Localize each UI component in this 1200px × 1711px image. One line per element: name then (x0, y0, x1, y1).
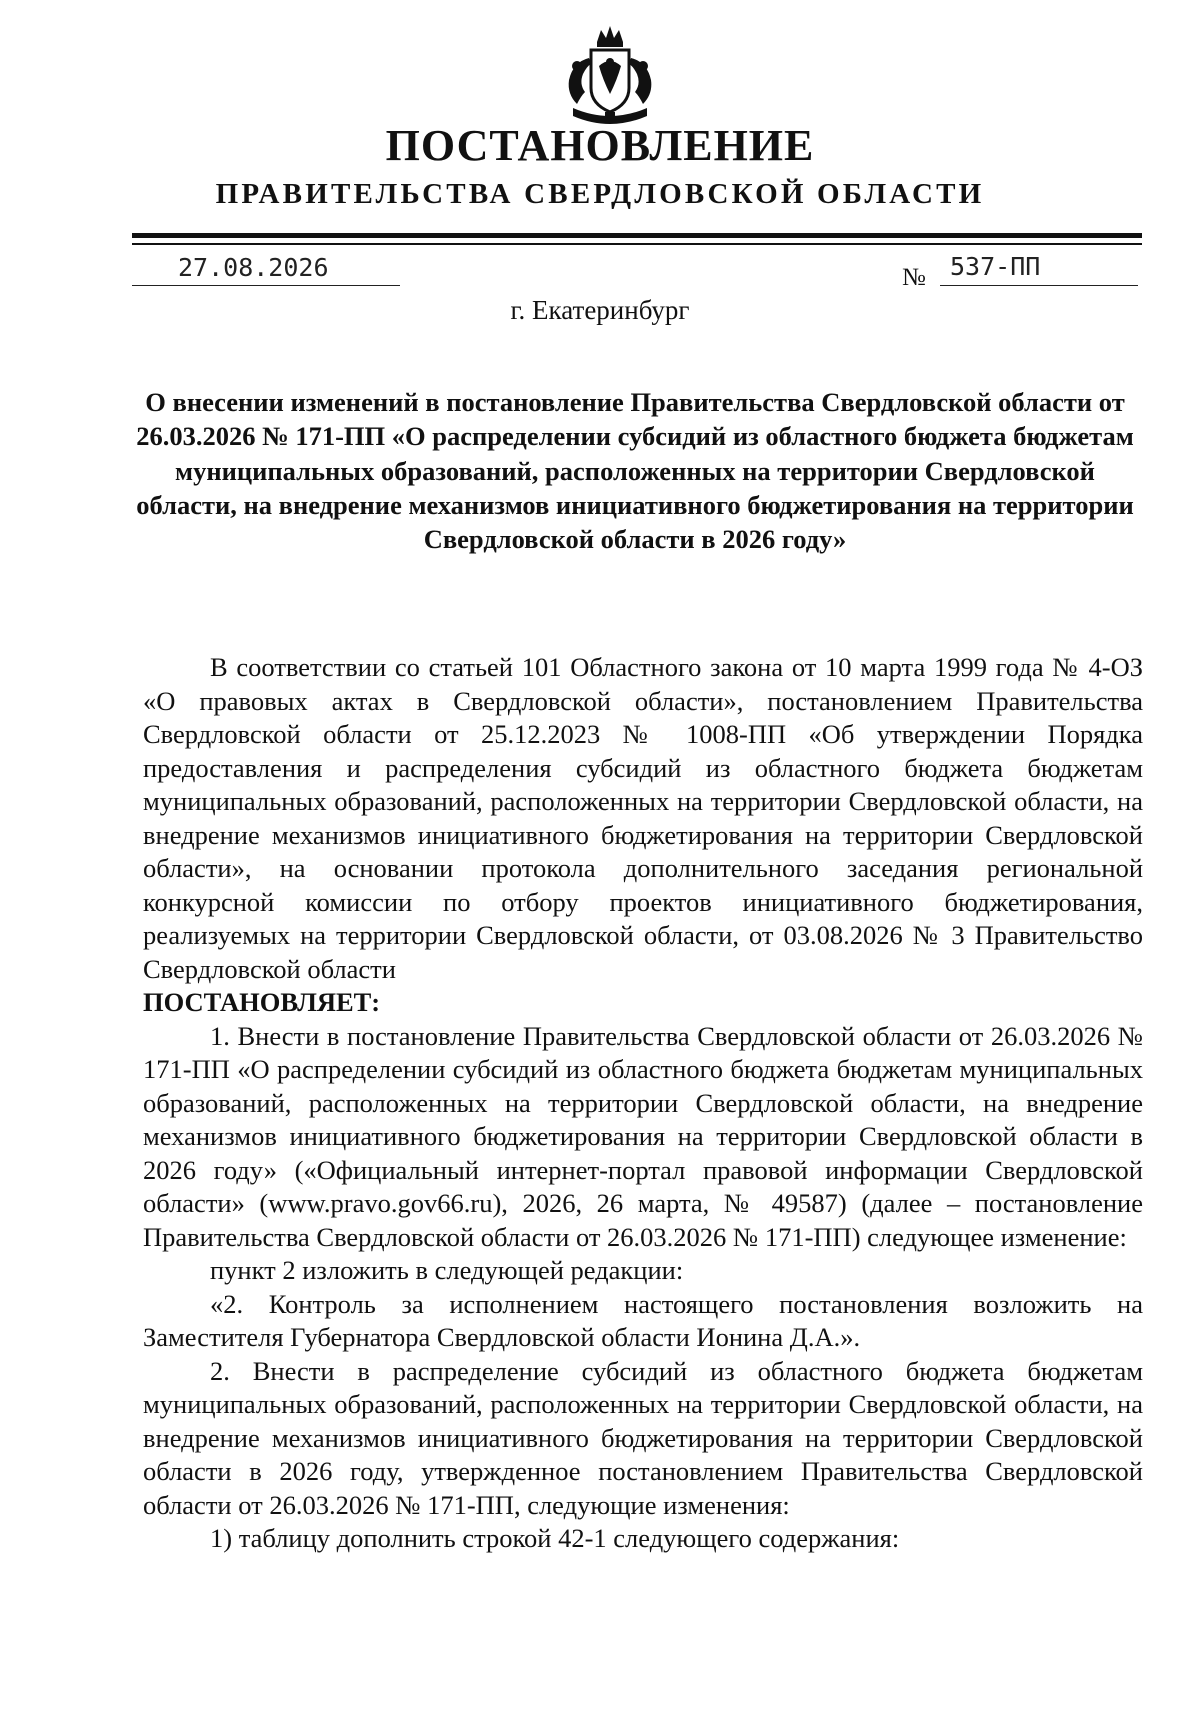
clause-1-subpoint: пункт 2 изложить в следующей редакции: (210, 1255, 684, 1285)
clause-2: 2. Внести в распределение субсидий из областного бюджета бюджетам муниципальных образований, расположенных на территории Свердловской области, на внедрение механизмов инициативного бюджетирования на территории Свердловской области в 2026 году, утвержденное постановлением Правительства Свердловской области от 26.03.2026 № 171-ПП, следующие изменения: (143, 1355, 1143, 1520)
decrees-keyword: ПОСТАНОВЛЯЕТ: (143, 987, 381, 1017)
issuing-authority: ПРАВИТЕЛЬСТВА СВЕРДЛОВСКОЙ ОБЛАСТИ (215, 178, 985, 210)
number-sign: № (902, 264, 926, 291)
document-date: 27.08.2026 (178, 253, 329, 282)
header-rule-thin (132, 243, 1142, 245)
document-title: О внесении изменений в постановление Правительства Свердловской области от 26.03.2026 № 171-ПП «О распределении субсидий из областного бюджета бюджетам муниципальных образований, расположенных на территории Свердловской области, на внедрение механизмов инициативного бюджетирования на территории Свердловской области в 2026 году» (136, 387, 1134, 555)
clause-1-quote: «2. Контроль за исполнением настоящего постановления возложить на Заместителя Губернатора Свердловской области Ионина Д.А.». (143, 1288, 1143, 1352)
document-type: ПОСТАНОВЛЕНИЕ (385, 121, 815, 170)
clause-2-subpoint: 1) таблицу дополнить строкой 42-1 следующего содержания: (210, 1523, 900, 1553)
document-body (143, 651, 1143, 1556)
preamble-paragraph: В соответствии со статьей 101 Областного закона от 10 марта 1999 года № 4-ОЗ «О правовых актах в Свердловской области», постановлением Правительства Свердловской области от 25.12.2023 № 1008-ПП «Об утверждении Порядка предоставления и распределения субсидий из областного бюджета бюджетам муниципальных образований, расположенных на территории Свердловской области, на внедрение механизмов инициативного бюджетирования на территории Свердловской области», на основании протокола дополнительного заседания региональной конкурсной комиссии по отбору проектов инициативного бюджетирования, реализуемых на территории Свердловской области, от 03.08.2026 № 3 Правительство Свердловской области (143, 652, 1143, 984)
coat-of-arms-icon (555, 22, 665, 130)
city-of-issue: г. Екатеринбург (510, 295, 690, 325)
header-rule-thick (132, 233, 1142, 238)
number-underline (940, 285, 1138, 286)
date-underline (132, 285, 400, 286)
clause-1: 1. Внести в постановление Правительства Свердловской области от 26.03.2026 № 171-ПП «О распределении субсидий из областного бюджета бюджетам муниципальных образований, расположенных на территории Свердловской области, на внедрение механизмов инициативного бюджетирования на территории Свердловской области в 2026 году» («Официальный интернет-портал правовой информации Свердловской области» (www.pravo.gov66.ru), 2026, 26 марта, № 49587) (далее – постановление Правительства Свердловской области от 26.03.2026 № 171-ПП) следующее изменение: (143, 1020, 1143, 1252)
document-number: 537-ПП (950, 252, 1041, 281)
